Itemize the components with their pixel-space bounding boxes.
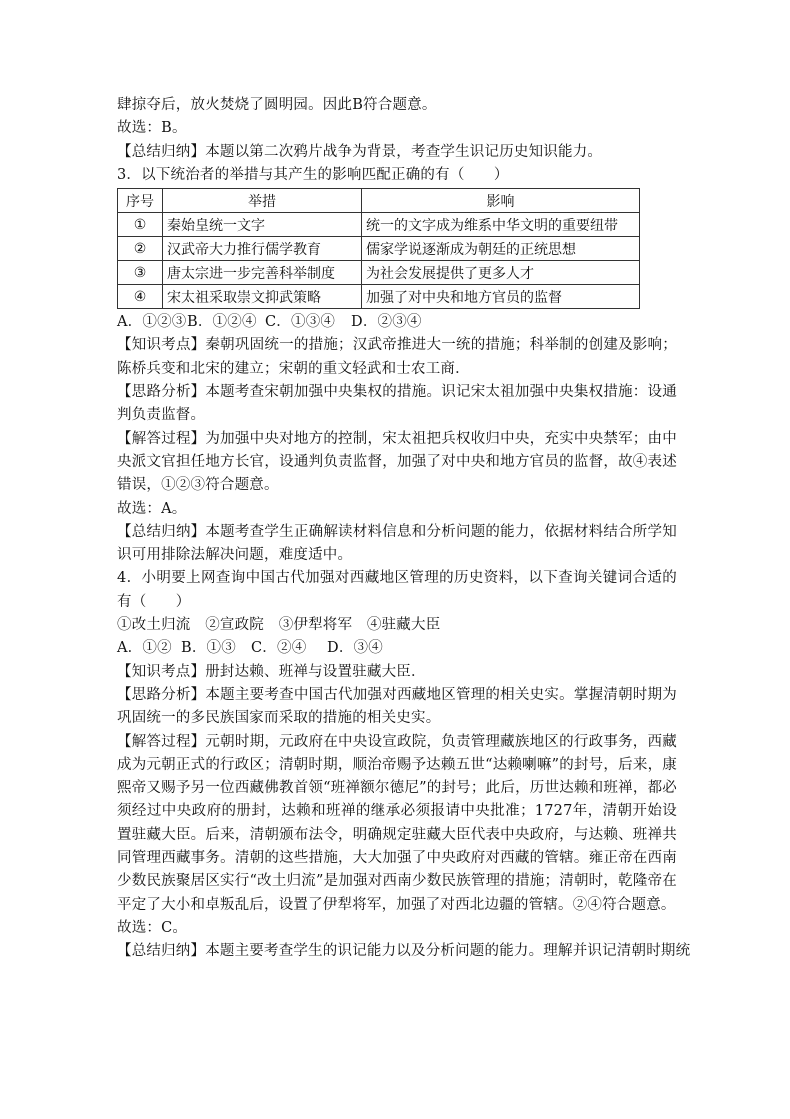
table-cell: 统一的文字成为维系中华文明的重要纽带 bbox=[362, 213, 640, 237]
table-cell: 汉武帝大力推行儒学教育 bbox=[163, 237, 362, 261]
question-3-options bbox=[117, 311, 677, 334]
question-4-items: ①改土归流 ②宣政院 ③伊犁将军 ④驻藏大臣 bbox=[117, 617, 441, 634]
option-c: C．①③④ bbox=[265, 314, 336, 331]
table-row bbox=[118, 285, 640, 309]
option-b: B．①③ bbox=[181, 640, 236, 657]
option-d: D．③④ bbox=[327, 640, 383, 657]
answer-line: 故选：A。 bbox=[117, 500, 187, 517]
document-page bbox=[117, 94, 691, 964]
table-header: 序号 bbox=[118, 189, 163, 213]
table-cell: 唐太宗进一步完善科举制度 bbox=[163, 261, 362, 285]
table-cell: 为社会发展提供了更多人才 bbox=[362, 261, 640, 285]
answer-line: 故选：C。 bbox=[117, 919, 188, 936]
option-a: A．①②③ bbox=[117, 314, 187, 331]
paragraph: 肆掠夺后，放火焚烧了圆明园。因此B符合题意。 bbox=[117, 97, 437, 113]
knowledge-paragraph: 【知识考点】秦朝巩固统一的措施；汉武帝推进大一统的措施；科举制的创建及影响；陈桥兵变和北宋的建立；宋朝的重文轻武和士农工商． bbox=[117, 337, 677, 377]
summary-paragraph: 【总结归纳】本题考查学生正确解读材料信息和分析问题的能力，依据材料结合所学知识可用排除法解决问题，难度适中。 bbox=[117, 523, 677, 564]
table-cell: 加强了对中央和地方官员的监督 bbox=[362, 285, 640, 309]
question-4-options bbox=[117, 637, 677, 660]
table-cell: 宋太祖采取崇文抑武策略 bbox=[163, 285, 362, 309]
table-row bbox=[118, 237, 640, 261]
question-3-table bbox=[117, 188, 640, 309]
option-d: D．②③④ bbox=[351, 314, 422, 331]
table-cell: ① bbox=[118, 213, 163, 237]
analysis-paragraph: 【思路分析】本题主要考查中国古代加强对西藏地区管理的相关史实。掌握清朝时期为巩固统一的多民族国家而采取的措施的相关史实。 bbox=[117, 686, 677, 727]
table-header: 影响 bbox=[362, 189, 640, 213]
table-header-row bbox=[118, 189, 640, 213]
summary-paragraph: 【总结归纳】本题以第二次鸦片战争为背景，考查学生识记历史知识能力。 bbox=[117, 143, 603, 160]
answer-line: 故选：B。 bbox=[117, 120, 187, 137]
table-cell: ③ bbox=[118, 261, 163, 285]
table-cell: ④ bbox=[118, 285, 163, 309]
question-4-stem: 4．小明要上网查询中国古代加强对西藏地区管理的历史资料，以下查询关键词合适的有（ ） bbox=[117, 570, 677, 610]
summary-paragraph: 【总结归纳】本题主要考查学生的识记能力以及分析问题的能力。理解并识记清朝时期统 bbox=[117, 943, 691, 960]
option-c: C．②④ bbox=[251, 640, 307, 657]
table-cell: ② bbox=[118, 237, 163, 261]
table-row bbox=[118, 261, 640, 285]
option-a: A．①② bbox=[117, 640, 172, 657]
option-b: B．①②④ bbox=[187, 314, 257, 331]
table-row bbox=[118, 213, 640, 237]
process-paragraph: 【解答过程】为加强中央对地方的控制，宋太祖把兵权收归中央，充实中央禁军；由中央派文官担任地方长官，设通判负责监督，加强了对中央和地方官员的监督，故④表述错误，①②③符合题意。 bbox=[117, 430, 677, 494]
process-paragraph: 【解答过程】元朝时期，元政府在中央设宣政院，负责管理藏族地区的行政事务，西藏成为元朝正式的行政区；清朝时期，顺治帝赐予达赖五世“达赖喇嘛”的封号，后来，康熙帝又赐予另一位西藏佛教首领“班禅额尔德尼”的封号；此后，历世达赖和班禅，都必须经过中央政府的册封，达赖和班禅的继承必须报请中央批准；1727年，清朝开始设置驻藏大臣。后来，清朝颁布法令，明确规定驻藏大臣代表中央政府，与达赖、班禅共同管理西藏事务。清朝的这些措施，大大加强了中央政府对西藏的管辖。雍正帝在西南少数民族聚居区实行“改土归流”是加强对西南少数民族管理的措施；清朝时，乾隆帝在平定了大小和卓叛乱后，设置了伊犁将军，加强了对西北边疆的管辖。②④符合题意。 bbox=[117, 733, 677, 913]
table-header: 举措 bbox=[163, 189, 362, 213]
table-cell: 儒家学说逐渐成为朝廷的正统思想 bbox=[362, 237, 640, 261]
table-cell: 秦始皇统一文字 bbox=[163, 213, 362, 237]
question-3-stem: 3．以下统治者的举措与其产生的影响匹配正确的有（ ） bbox=[117, 166, 509, 183]
knowledge-paragraph: 【知识考点】册封达赖、班禅与设置驻藏大臣． bbox=[117, 663, 426, 680]
analysis-paragraph: 【思路分析】本题考查宋朝加强中央集权的措施。识记宋太祖加强中央集权措施：设通判负责监督。 bbox=[117, 384, 677, 424]
